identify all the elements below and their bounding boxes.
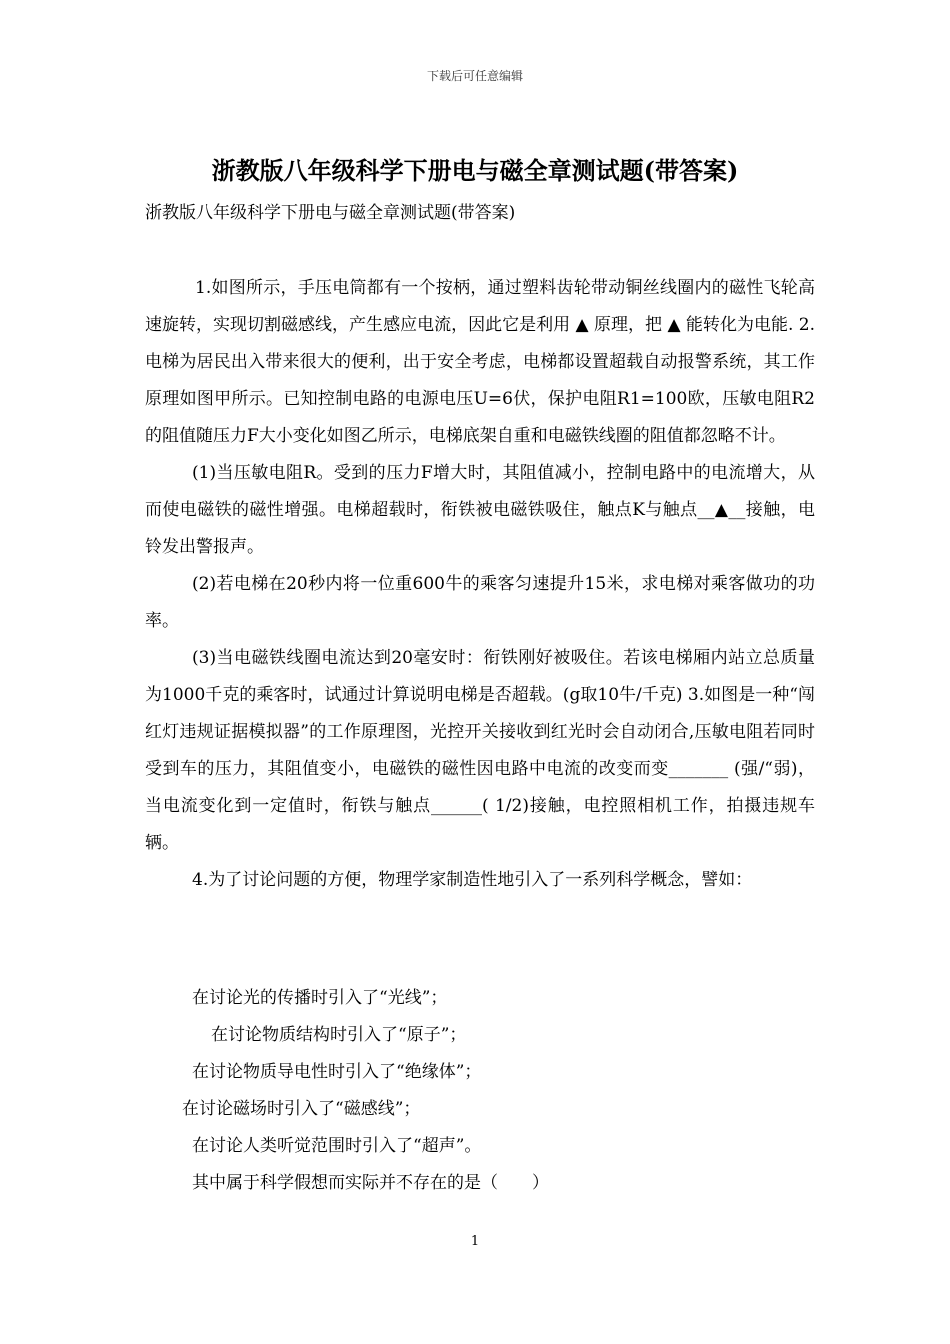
concept-list (145, 980, 815, 1202)
concept-item: 在讨论光的传播时引入了“光线”； (192, 988, 448, 1008)
paragraph-subquestion-2: (2)若电梯在20秒内将一位重600牛的乘客匀速提升15米，求电梯对乘客做功的功率。 (145, 574, 815, 631)
document-title: 浙教版八年级科学下册电与磁全章测试题(带答案) (211, 156, 739, 185)
concept-item: 在讨论物质结构时引入了“原子”； (211, 1025, 467, 1045)
paragraph-question-4: 4.为了讨论问题的方便，物理学家制造性地引入了一系列科学概念，譬如： (192, 870, 753, 890)
paragraph-subquestion-3-question-3: (3)当电磁铁线圈电流达到20毫安时：衔铁刚好被吸住。若该电梯厢内站立总质量为1000千克的乘客时，试通过计算说明电梯是否超载。(g取10牛/千克) 3.如图是一种“闯红灯违规证据模拟器”的工作原理图，光控开关接收到红光时会自动闭合,压敏电阻若同时受到车的压力，其阻值变小，电磁铁的磁性因电路中电流的改变而变_______ (强/“弱)，当电流变化到一定值时，衔铁与触点______( 1/2)接触，电控照相机工作，拍摄违规车辆。 (145, 648, 815, 853)
concept-item: 在讨论人类听觉范围时引入了“超声”。 (192, 1136, 482, 1156)
document-subtitle: 浙教版八年级科学下册电与磁全章测试题(带答案) (145, 203, 516, 223)
paragraph-subquestion-1: (1)当压敏电阻R。受到的压力F增大时，其阻值减小，控制电路中的电流增大，从而使电磁铁的磁性增强。电梯超载时，衔铁被电磁铁吸住，触点K与触点__▲__接触，电铃发出警报声。 (145, 463, 815, 557)
page-number: 1 (470, 1234, 480, 1249)
paragraph-questions-1-2: 1.如图所示，手压电筒都有一个按柄，通过塑料齿轮带动铜丝线圈内的磁性飞轮高速旋转，实现切割磁感线，产生感应电流，因此它是利用 ▲ 原理，把 ▲ 能转化为电能. 2.电梯为居民出入带来很大的便利，出于安全考虑，电梯都设置超载自动报警系统，其工作原理如图甲所示。已知控制电路的电源电压U=6伏，保护电阻R1=100欧，压敏电阻R2的阻值随压力F大小变化如图乙所示，电梯底架自重和电磁铁线圈的阻值都忽略不计。 (145, 278, 815, 446)
question-body (145, 270, 815, 899)
concept-item: 在讨论磁场时引入了“磁感线”； (182, 1099, 421, 1119)
page-header-note: 下载后可任意编辑 (426, 69, 523, 83)
concept-question: 其中属于科学假想而实际并不存在的是（ ） (192, 1173, 549, 1193)
concept-item: 在讨论物质导电性时引入了“绝缘体”； (192, 1062, 482, 1082)
